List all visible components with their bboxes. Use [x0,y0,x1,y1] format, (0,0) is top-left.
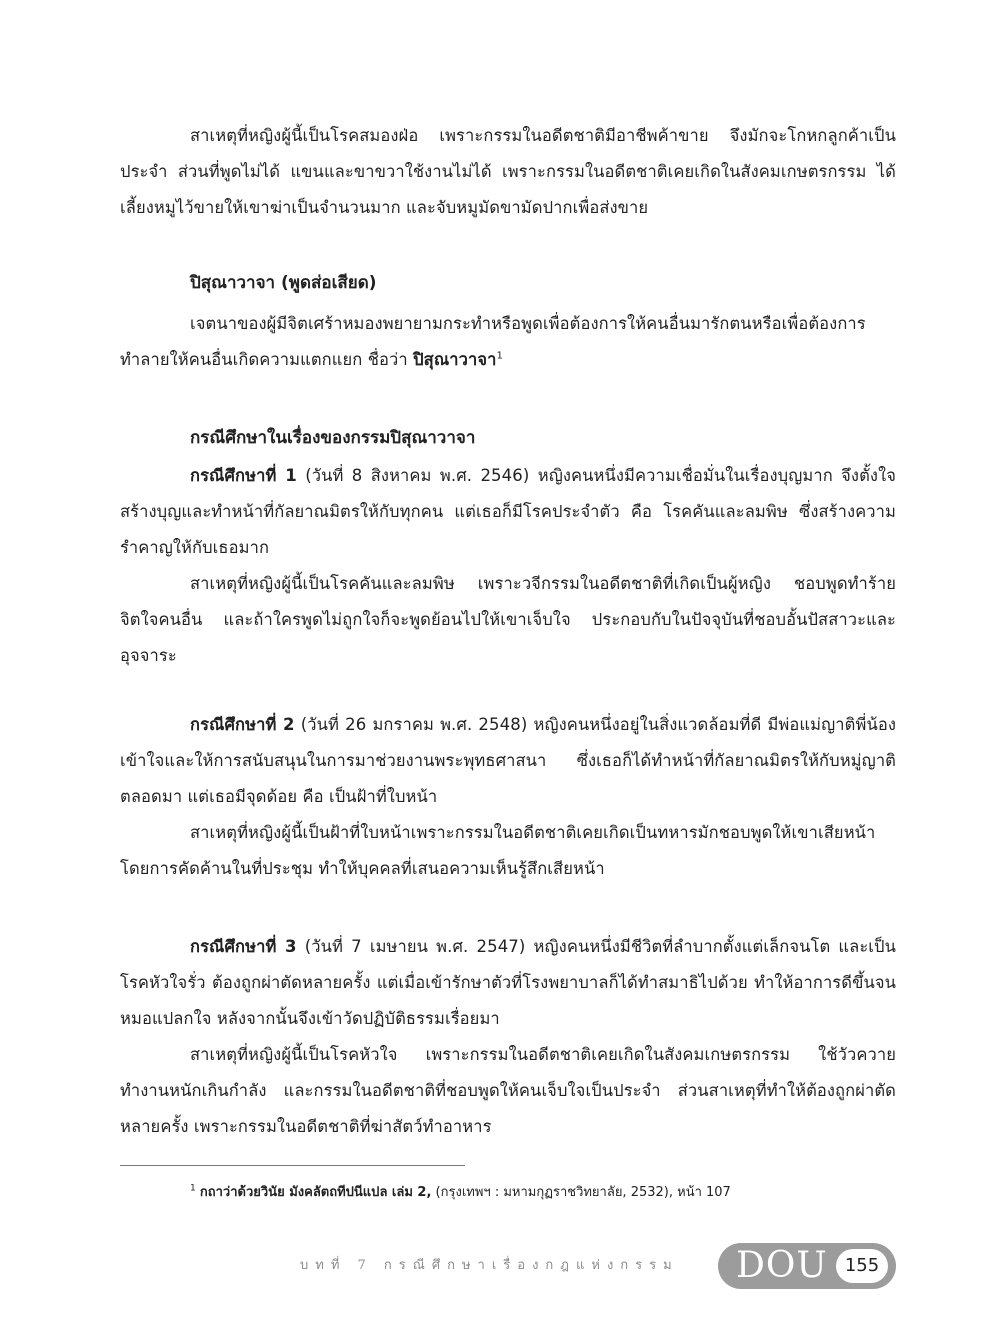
case-1-body: (วันที่ 8 สิงหาคม พ.ศ. 2546) หญิงคนหนึ่งมีความเชื่อมั่นในเรื่องบุญมาก จึงตั้งใจสร้างบุญและทำหน้าที่กัลยาณมิตรให้กับทุกคน แต่เธอก็มีโรคประจำตัว คือ โรคคันและลมพิษ ซึ่งสร้างความรำคาญให้กับเธอมาก [120,466,896,557]
case-2-cause: สาเหตุที่หญิงผู้นี้เป็นฝ้าที่ใบหน้าเพราะกรรมในอดีตชาติเคยเกิดเป็นทหารมักชอบพูดให้เขาเสียหน้าโดยการคัดค้านในที่ประชุม ทำให้บุคคลที่เสนอความเห็นรู้สึกเสียหน้า [120,823,876,878]
case-study-1 [120,458,896,674]
section-heading: ปิสุณาวาจา (พูดส่อเสียด) [190,273,377,293]
chapter-running-footer: บทที่ 7 กรณีศึกษาเรื่องกฎแห่งกรรม [300,1258,679,1273]
case-3-intro [120,929,896,1037]
case-3-body: (วันที่ 7 เมษายน พ.ศ. 2547) หญิงคนหนึ่งมีชีวิตที่ลำบากตั้งแต่เล็กจนโต และเป็นโรคหัวใจรั่ว ต้องถูกผ่าตัดหลายครั้ง แต่เมื่อเข้ารักษาตัวที่โรงพยาบาลก็ได้ทำสมาธิไปด้วย ทำให้อาการดีขึ้นจนหมอแปลกใจ หลังจากนั้นจึงเข้าวัดปฏิบัติธรรมเรื่อยมา [120,937,896,1028]
paragraph-brain-atrophy-cause [120,118,896,226]
definition-term: ปิสุณาวาจา [413,350,497,369]
case-2-intro [120,707,896,815]
section-heading-pisunavaca [120,265,896,301]
footnote-citation: (กรุงเทพฯ : มหามกุฏราชวิทยาลัย, 2532), หน้า 107 [431,1185,731,1200]
case-2-body: (วันที่ 26 มกราคม พ.ศ. 2548) หญิงคนหนึ่งอยู่ในสิ่งแวดล้อมที่ดี มีพ่อแม่ญาติพี่น้องเข้าใจและให้การสนับสนุนในการมาช่วยงานพระพุทธศาสนา ซึ่งเธอก็ได้ทำหน้าที่กัลยาณมิตรให้กับหมู่ญาติตลอดมา แต่เธอมีจุดด้อย คือ เป็นฝ้าที่ใบหน้า [120,715,896,806]
footnote-divider [120,1165,465,1166]
definition-body: เจตนาของผู้มีจิตเศร้าหมองพยายามกระทำหรือพูดเพื่อต้องการให้คนอื่นมารักตนหรือเพื่อต้องการทำลายให้คนอื่นเกิดความแตกแยก ชื่อว่า [120,314,866,369]
footnote [190,1182,910,1204]
case-3-cause: สาเหตุที่หญิงผู้นี้เป็นโรคหัวใจ เพราะกรรมในอดีตชาติเคยเกิดในสังคมเกษตรกรรม ใช้วัวควายทำงานหนักเกินกำลัง และกรรมในอดีตชาติที่ชอบพูดให้คนเจ็บใจเป็นประจำ ส่วนสาเหตุที่ทำให้ต้องถูกผ่าตัดหลายครั้ง เพราะกรรมในอดีตชาติที่ฆ่าสัตว์ทำอาหาร [120,1045,896,1136]
case-studies-heading: กรณีศึกษาในเรื่องของกรรมปิสุณาวาจา [190,428,476,448]
paragraph-text: สาเหตุที่หญิงผู้นี้เป็นโรคสมองฝ่อ เพราะกรรมในอดีตชาติมีอาชีพค้าขาย จึงมักจะโกหกลูกค้าเป็นประจำ ส่วนที่พูดไม่ได้ แขนและขาขวาใช้งานไม่ได้ เพราะกรรมในอดีตชาติเคยเกิดในสังคมเกษตรกรรม ได้เลี้ยงหมูไว้ขายให้เขาฆ่าเป็นจำนวนมาก และจับหมูมัดขามัดปากเพื่อส่งขาย [120,126,896,217]
footnote-ref: 1 [496,350,503,362]
definition-text [120,306,896,378]
case-study-3 [120,929,896,1145]
paragraph-definition [120,306,896,378]
section-heading-case-studies [120,420,896,456]
footnote-number: 1 [190,1183,196,1194]
case-study-2 [120,707,896,887]
case-2-label: กรณีศึกษาที่ 2 [190,715,295,734]
case-1-intro [120,458,896,566]
dou-logo: DOU [736,1245,828,1286]
page-number: 155 [836,1249,888,1283]
footnote-title: กถาว่าด้วยวินัย มังคลัตถทีปนีแปล เล่ม 2, [199,1185,432,1200]
case-1-label: กรณีศึกษาที่ 1 [190,466,297,485]
case-3-label: กรณีศึกษาที่ 3 [190,937,297,956]
dou-page-badge [718,1243,896,1289]
case-1-cause: สาเหตุที่หญิงผู้นี้เป็นโรคคันและลมพิษ เพราะวจีกรรมในอดีตชาติที่เกิดเป็นผู้หญิง ชอบพูดทำร้ายจิตใจคนอื่น และถ้าใครพูดไม่ถูกใจก็จะพูดย้อนไปให้เขาเจ็บใจ ประกอบกับในปัจจุบันที่ชอบอั้นปัสสาวะและอุจจาระ [120,574,896,665]
